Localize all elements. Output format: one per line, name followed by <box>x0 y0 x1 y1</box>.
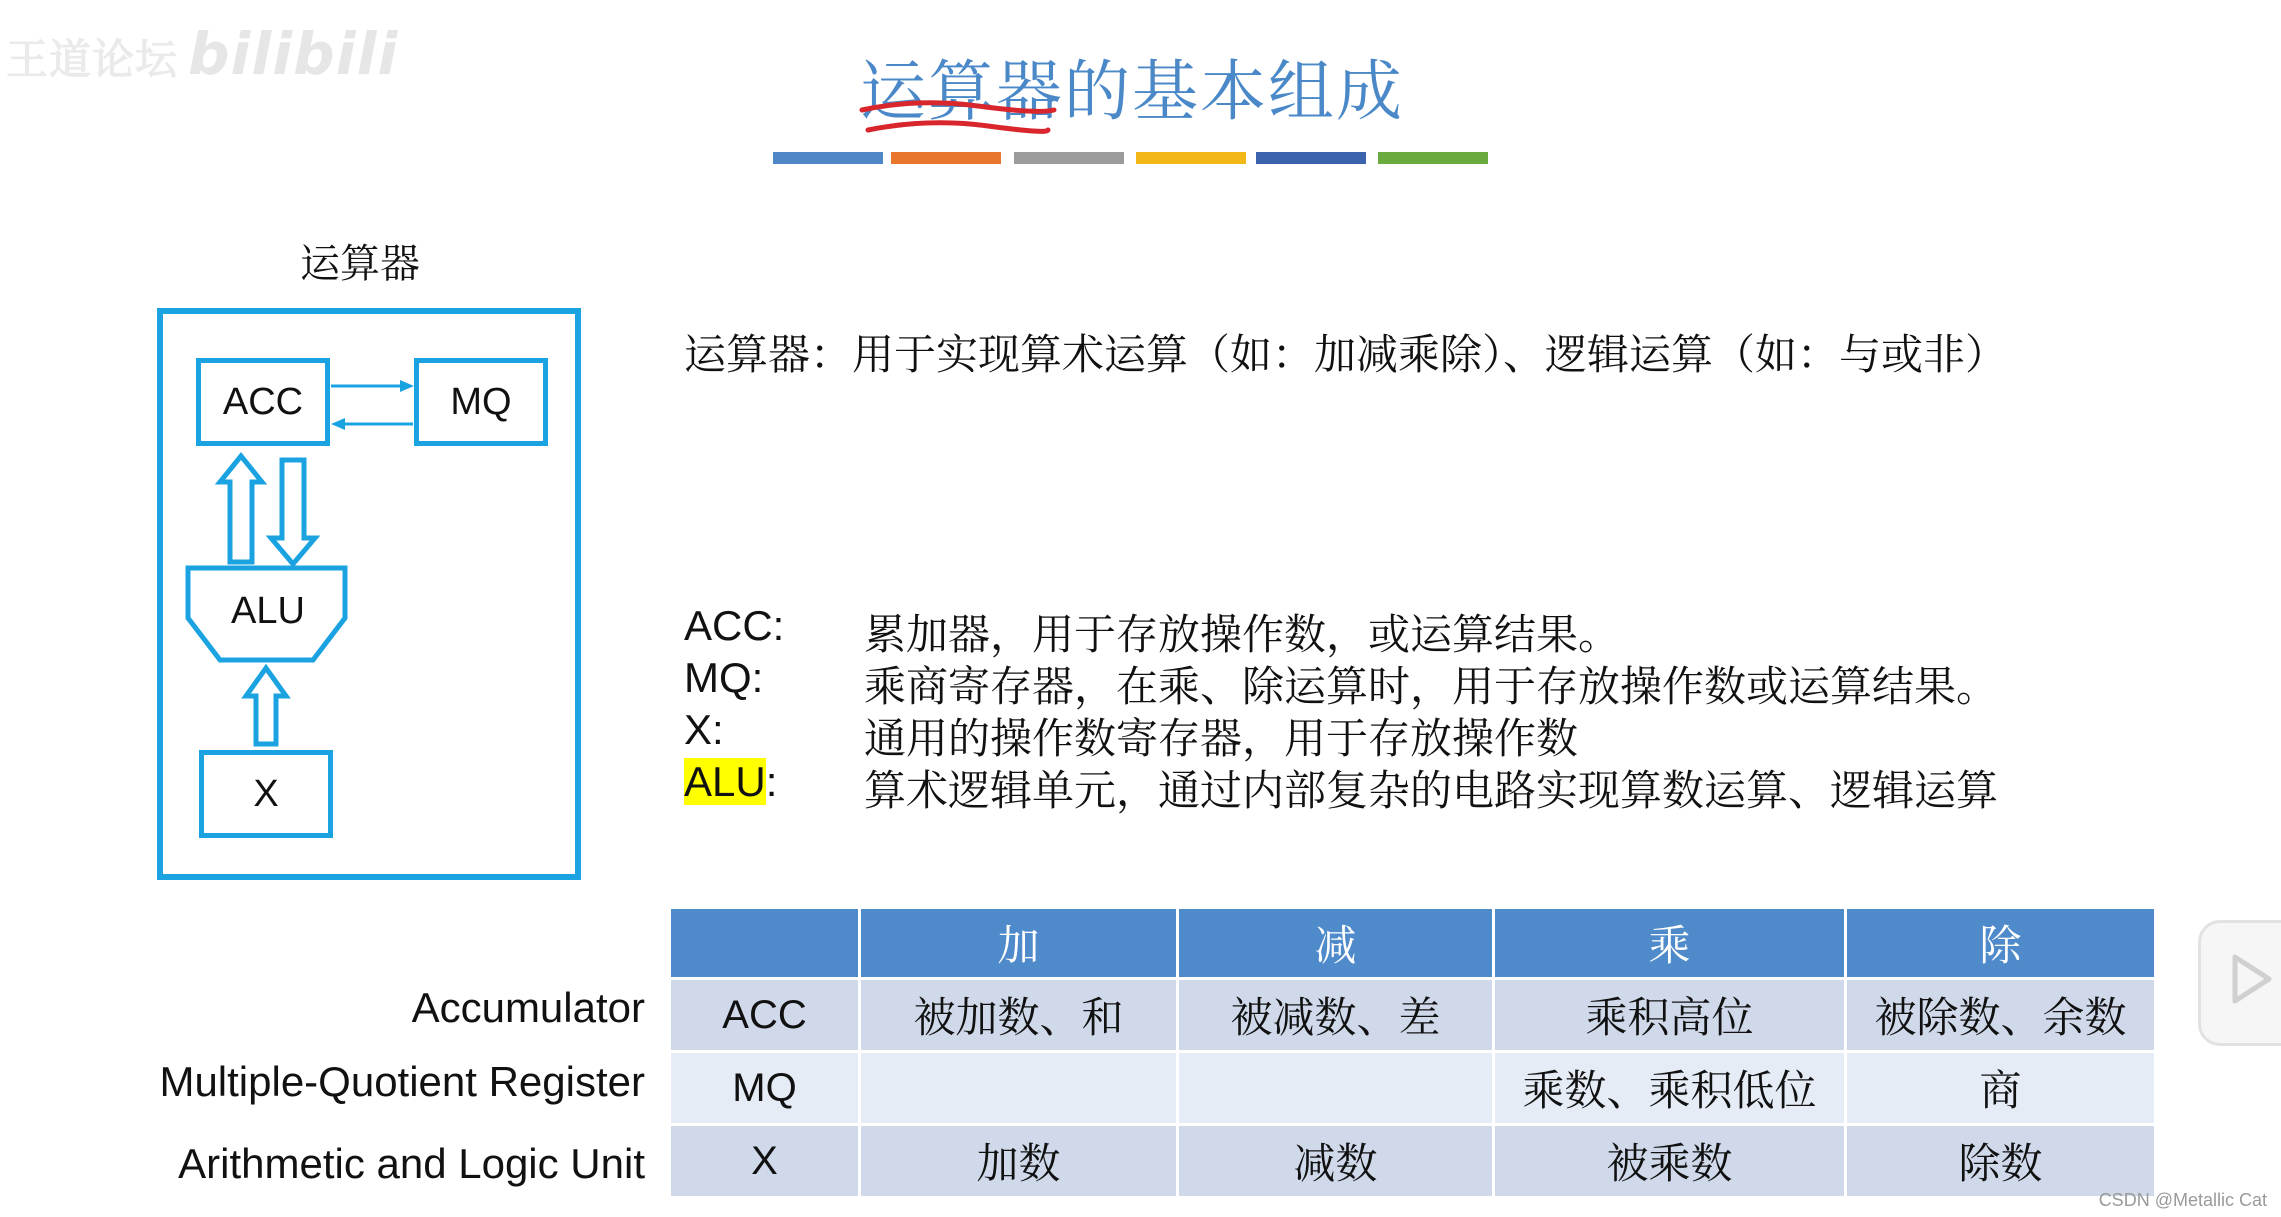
page-title: 运算器的基本组成 <box>860 53 1404 130</box>
acc-to-mq-arrow <box>331 380 414 392</box>
table-row <box>670 1125 2156 1198</box>
color-bar-navy <box>1256 152 1366 164</box>
definition-term-acc: ACC: <box>684 602 785 649</box>
table-cell: MQ <box>670 1052 860 1125</box>
x-to-alu-up-arrow <box>246 668 286 744</box>
color-bar-gray <box>1014 152 1124 164</box>
diagram-label: 运算器 <box>300 241 420 287</box>
color-bar-orange <box>891 152 1001 164</box>
row-label-alu: Arithmetic and Logic Unit <box>178 1140 645 1187</box>
color-bar-yellow <box>1136 152 1246 164</box>
definition-desc-acc: 累加器，用于存放操作数，或运算结果。 <box>864 610 1621 659</box>
table-header-cell: 加 <box>860 908 1178 979</box>
row-label-accumulator: Accumulator <box>411 984 645 1031</box>
table-header-cell: 乘 <box>1494 908 1846 979</box>
alu-to-acc-up-arrow <box>220 456 262 562</box>
table-cell <box>1178 1052 1494 1125</box>
definition-term-mq: MQ: <box>684 654 764 701</box>
table-cell: 被乘数 <box>1494 1125 1846 1198</box>
red-underline-annotation <box>858 100 1058 142</box>
definition-desc-alu: 算术逻辑单元，通过内部复杂的电路实现算数运算、逻辑运算 <box>864 766 1999 815</box>
table-cell: ACC <box>670 979 860 1052</box>
bilibili-logo: bilibili <box>188 20 399 88</box>
table-header-cell: 减 <box>1178 908 1494 979</box>
table-cell: 被加数、和 <box>860 979 1178 1052</box>
table-header-cell: 除 <box>1846 908 2156 979</box>
diagram-arrows <box>0 0 620 900</box>
table-row <box>670 1052 2156 1125</box>
definition-term-x: X: <box>684 706 724 753</box>
table-cell: 被除数、余数 <box>1846 979 2156 1052</box>
description-text: 运算器：用于实现算术运算（如：加减乘除）、逻辑运算（如：与或非） <box>684 330 2008 379</box>
acc-register: ACC <box>196 358 330 446</box>
mq-to-acc-arrow <box>331 418 413 430</box>
table-cell: 商 <box>1846 1052 2156 1125</box>
x-register: X <box>199 750 333 838</box>
table-cell: 减数 <box>1178 1125 1494 1198</box>
definition-term-alu <box>684 758 777 806</box>
register-usage-table <box>668 906 2157 1199</box>
table-cell: 乘积高位 <box>1494 979 1846 1052</box>
alu-label: ALU <box>231 590 305 632</box>
table-cell: 除数 <box>1846 1125 2156 1198</box>
acc-to-alu-down-arrow <box>271 460 315 564</box>
table-cell: 被减数、差 <box>1178 979 1494 1052</box>
table-cell <box>860 1052 1178 1125</box>
play-icon <box>2221 949 2281 1009</box>
row-label-mq-register: Multiple-Quotient Register <box>159 1058 645 1105</box>
table-cell: X <box>670 1125 860 1198</box>
csdn-credit: CSDN @Metallic Cat <box>2098 1190 2267 1210</box>
watermark-text: 王道论坛 <box>6 35 179 84</box>
table-header-cell <box>670 908 860 979</box>
table-cell: 加数 <box>860 1125 1178 1198</box>
table-row <box>670 979 2156 1052</box>
mq-register: MQ <box>414 358 548 446</box>
table-header-row <box>670 908 2156 979</box>
definition-desc-mq: 乘商寄存器，在乘、除运算时，用于存放操作数或运算结果。 <box>864 662 1999 711</box>
side-float-button[interactable] <box>2198 920 2281 1046</box>
alu-term-suffix: : <box>765 758 778 805</box>
definition-desc-x: 通用的操作数寄存器，用于存放操作数 <box>864 714 1579 763</box>
color-bar-blue <box>773 152 883 164</box>
color-bar-green <box>1378 152 1488 164</box>
alu-highlight: ALU <box>684 758 766 805</box>
table-cell: 乘数、乘积低位 <box>1494 1052 1846 1125</box>
